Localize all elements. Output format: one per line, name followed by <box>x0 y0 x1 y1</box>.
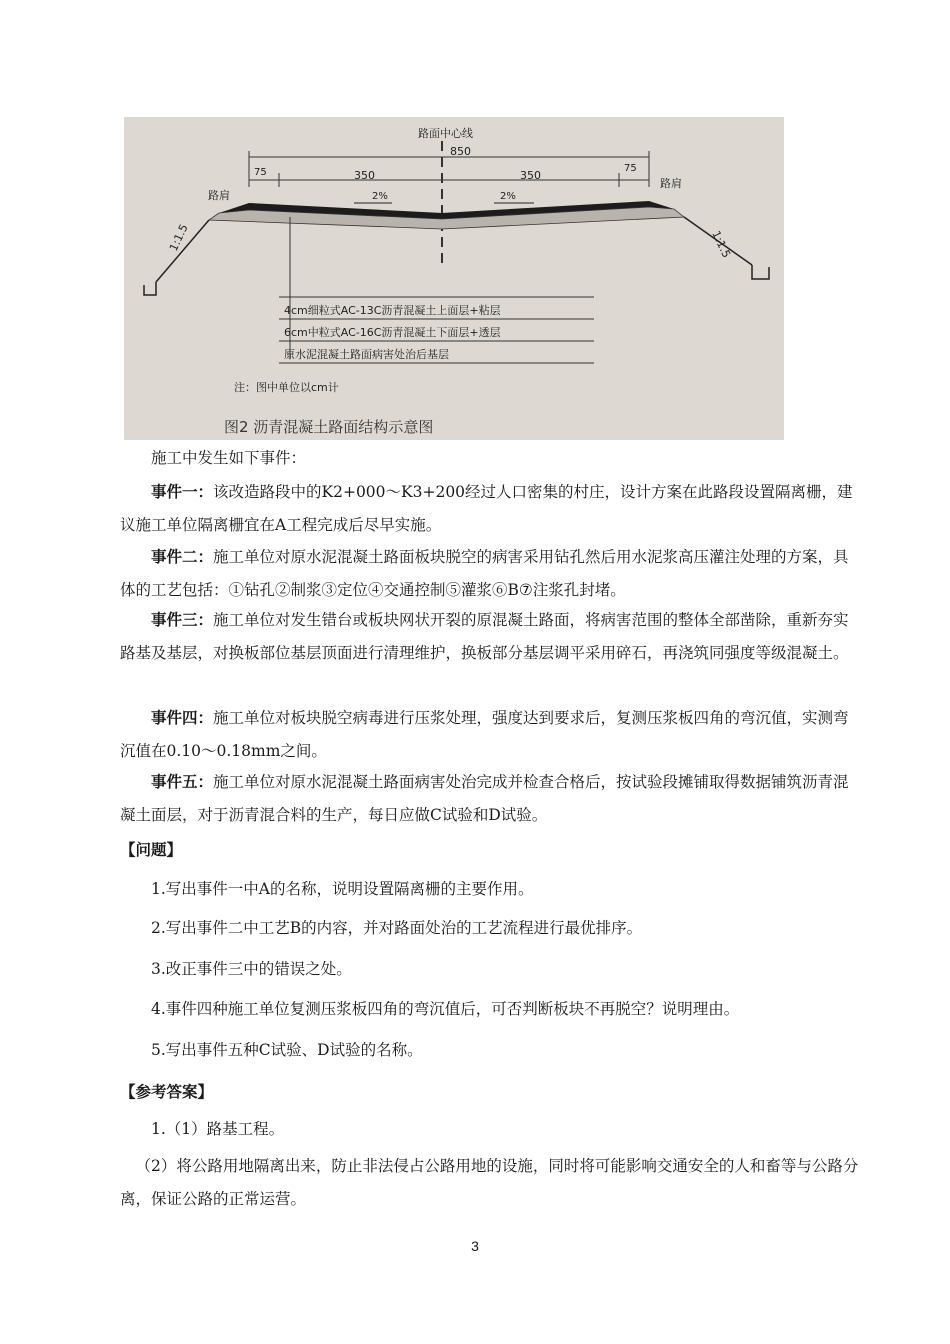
slope-right-label: 2% <box>500 191 516 202</box>
event-2-text: 施工单位对原水泥混凝土路面板块脱空的病害采用钻孔然后用水泥浆高压灌注处理的方案，具体的工艺包括：①钻孔②制浆③定位④交通控制⑤灌浆⑥B⑦注浆孔封堵。 <box>120 548 849 599</box>
shoulder-label-right: 路肩 <box>660 177 682 190</box>
ditch-right <box>752 265 769 279</box>
cross-section-diagram <box>124 117 784 440</box>
event-5 <box>120 765 860 832</box>
event-4-text: 施工单位对板块脱空病毒进行压浆处理，强度达到要求后，复测压浆板四角的弯沉值，实测弯沉值在0.10～0.18mm之间。 <box>120 709 849 760</box>
side-slope-left-label: 1:1.5 <box>166 222 191 254</box>
answer-1: 1.（1）路基工程。 <box>151 1120 285 1138</box>
intro-text: 施工中发生如下事件： <box>151 449 307 467</box>
event-4-label: 事件四： <box>151 708 214 727</box>
figure-note: 注：图中单位以cm计 <box>234 381 339 394</box>
total-width-label: 850 <box>450 145 471 158</box>
event-2 <box>120 540 860 607</box>
half-left-dim: 350 <box>354 169 375 182</box>
event-5-label: 事件五： <box>151 772 214 791</box>
figure-caption: 图2 沥青混凝土路面结构示意图 <box>224 418 434 436</box>
answers-heading: 【参考答案】 <box>120 1082 214 1101</box>
half-right-dim: 350 <box>520 169 541 182</box>
event-1 <box>120 475 860 542</box>
question-4: 4.事件四种施工单位复测压浆板四角的弯沉值后，可否判断板块不再脱空？说明理由。 <box>151 1000 740 1018</box>
page-number: 3 <box>471 1238 479 1254</box>
layer-1-label: 4cm细粒式AC-13C沥青混凝土上面层+粘层 <box>284 304 501 317</box>
centerline-label: 路面中心线 <box>418 127 473 140</box>
question-5: 5.写出事件五种C试验、D试验的名称。 <box>151 1041 423 1059</box>
slope-left-label: 2% <box>372 191 388 202</box>
event-4 <box>120 701 860 768</box>
event-1-text: 该改造路段中的K2+000～K3+200经过人口密集的村庄，设计方案在此路段设置隔离栅，建议施工单位隔离栅宜在A工程完成后尽早实施。 <box>120 483 853 534</box>
layer-2-label: 6cm中粒式AC-16C沥青混凝土下面层+透层 <box>284 326 501 339</box>
event-2-label: 事件二： <box>151 547 214 566</box>
event-3-text: 施工单位对发生错台或板块网状开裂的原混凝土路面，将病害范围的整体全部凿除，重新夯实路基及基层，对换板部位基层顶面进行清理维护，换板部分基层调平采用碎石，再浇筑同强度等级混凝土。 <box>120 611 849 662</box>
questions-heading: 【问题】 <box>120 840 183 859</box>
question-3: 3.改正事件三中的错误之处。 <box>151 960 352 978</box>
shoulder-label-left: 路肩 <box>208 189 230 202</box>
event-1-label: 事件一： <box>151 482 214 501</box>
question-1: 1.写出事件一中A的名称，说明设置隔离栅的主要作用。 <box>151 880 534 898</box>
shoulder-right-dim: 75 <box>624 163 637 174</box>
answer-2: （2）将公路用地隔离出来，防止非法侵占公路用地的设施，同时将可能影响交通安全的人和畜等与公路分离，保证公路的正常运营。 <box>120 1157 859 1208</box>
shoulder-left-dim: 75 <box>254 167 267 178</box>
layer-3-label: 原水泥混凝土路面病害处治后基层 <box>284 348 449 361</box>
event-3-label: 事件三： <box>151 610 214 629</box>
event-3 <box>120 603 860 670</box>
pavement-structure-figure <box>124 117 784 440</box>
question-2: 2.写出事件二中工艺B的内容，并对路面处治的工艺流程进行最优排序。 <box>151 919 643 937</box>
ditch-left <box>144 282 156 295</box>
event-5-text: 施工单位对原水泥混凝土路面病害处治完成并检查合格后，按试验段摊铺取得数据铺筑沥青混凝土面层，对于沥青混合料的生产，每日应做C试验和D试验。 <box>120 773 849 824</box>
side-slope-right-label: 1:1.5 <box>709 228 733 260</box>
